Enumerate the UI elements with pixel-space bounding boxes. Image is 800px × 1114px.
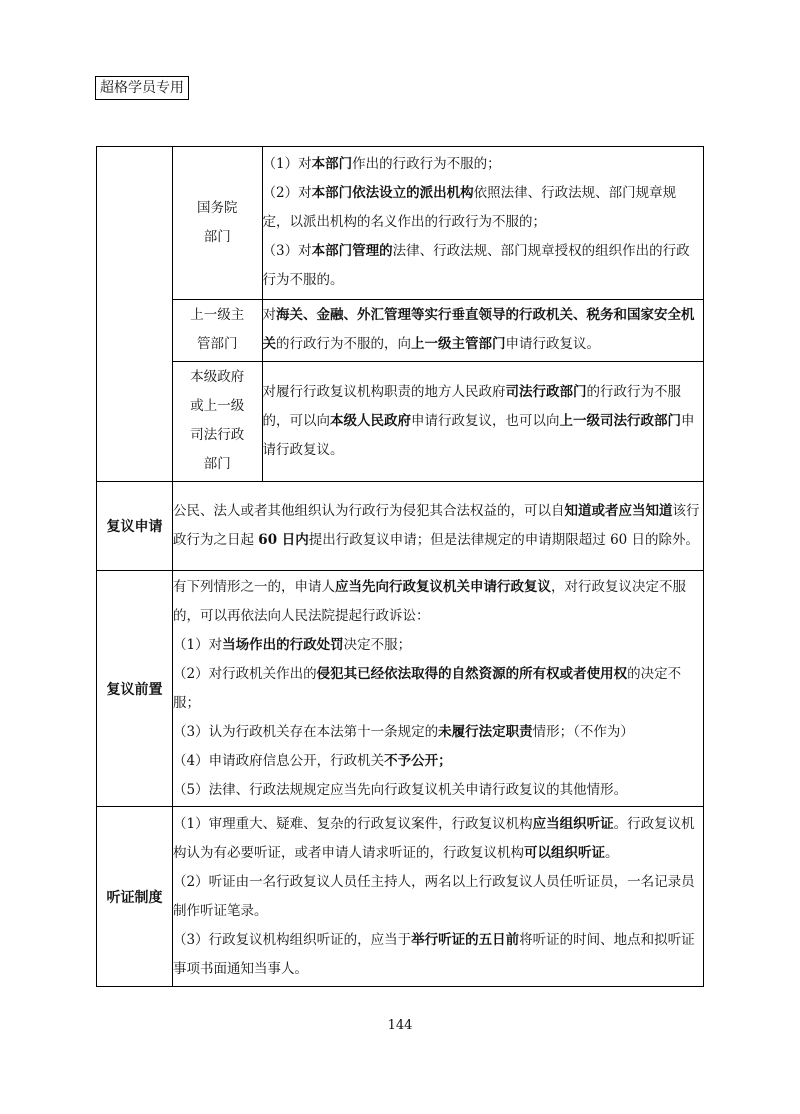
body-text: （1）对 [262,156,312,173]
body-text: （2）对 [262,185,312,202]
subrow-label-text: 国务院部门 [197,199,238,245]
paragraph-line [173,926,703,984]
body-text: 对履行行政复议机构职责的地方人民政府 [262,383,506,400]
body-text: （4）申请政府信息公开，行政机关 [173,752,385,769]
paragraph-line [173,497,703,555]
body-text: 申请行政复议。 [505,336,600,352]
emphasis-text: 应当组织听证 [532,815,614,832]
upper-nested-cell [173,147,704,482]
page-number: 144 [387,1018,413,1033]
paragraph-line [173,573,703,631]
subrow-label [173,147,262,299]
body-text: 的行政行为不服的，可以向 [262,383,681,429]
subrow-content [262,147,703,299]
paragraph-line [173,747,703,776]
body-text: 决定不服； [343,636,412,653]
subrow-content [262,361,703,481]
emphasis-text: 上一级司法行政部门 [559,412,681,429]
section-content [173,571,704,807]
emphasis-text: 应当先向行政复议机关申请行政复议 [335,578,551,595]
body-text: 提出行政复议申请；但是法律规定的申请期限超过 60 日的除外。 [308,532,700,548]
emphasis-text: 60 日内 [258,532,309,548]
paragraph-line [173,718,703,747]
paragraph-line [263,179,704,237]
paragraph-line [173,868,703,926]
paragraph-line [263,301,704,359]
body-text: 作出的行政行为不服的； [352,156,501,173]
emphasis-text: 知道或者应当知道 [564,503,673,519]
emphasis-text: 当场作出的行政处罚 [222,636,344,653]
table-row [173,361,703,481]
paragraph-line [173,631,703,660]
emphasis-text: 侵犯其已经依法取得的自然资源的所有权或者使用权 [316,665,628,682]
section-label: 复议前置 [97,571,173,807]
body-text: （1）审理重大、疑难、复杂的行政复议案件，行政复议机构 [173,815,533,832]
section-label: 复议申请 [97,482,173,571]
table-row [173,299,703,361]
subrow-label-text: 本级政府或上一级司法行政部门 [190,369,245,473]
section-label: 听证制度 [97,807,173,987]
body-text: 将听证的时间、地点和拟听证事项书面通知当事人。 [173,931,695,977]
header-label-box [95,76,189,100]
body-text: （3）行政复议机构组织听证的，应当于 [173,931,412,948]
paragraph-line [263,150,704,179]
emphasis-text: 举行听证的五日前 [411,931,520,948]
body-text: （3）对 [262,243,312,260]
emphasis-text: 本级人民政府 [330,412,411,429]
emphasis-text: 未履行法定职责 [438,723,533,740]
body-text: 依照法律、行政法规、部门规章规定，以派出机构的名义作出的行政行为不服的； [262,185,677,231]
body-text: 有下列情形之一的，申请人 [173,578,335,595]
header-label: 超格学员专用 [100,80,184,96]
body-text: （2）听证由一名行政复议人员任主持人，两名以上行政复议人员任听证员，一名记录员制作听证笔录。 [173,873,695,919]
table-row [173,147,703,299]
table-row [97,807,704,987]
section-content [173,482,704,571]
subrow-label [173,299,262,361]
subrow-label [173,361,262,481]
review-table [96,146,704,987]
body-text: 该行政行为之日起 [173,503,700,548]
emphasis-text: 可以组织听证 [524,844,605,861]
emphasis-text: 不予公开； [384,752,452,769]
emphasis-text: 上一级主管部门 [411,336,506,352]
emphasis-text: 海关、金融、外汇管理等实行垂直领导的行政机关、税务和国家安全机关 [262,307,695,352]
body-text: 。行政复议机构认为有必要听证，或者申请人请求听证的，行政复议机构 [173,815,695,861]
body-text: 法律、行政法规、部门规章授权的组织作出的行政行为不服的。 [262,243,690,289]
subrow-content [262,299,703,361]
body-text: 公民、法人或者其他组织认为行政行为侵犯其合法权益的，可以自 [173,503,565,519]
emphasis-text: 本部门依法设立的派出机构 [311,185,474,202]
emphasis-text: 本部门管理的 [311,243,393,260]
body-text: 对 [262,307,276,323]
body-text: 的行政行为不服的，向 [276,336,411,352]
body-text: 申请行政复议。 [262,412,695,458]
body-text: 申请行政复议，也可以向 [411,412,560,429]
body-text: （2）对行政机关作出的 [173,665,317,682]
body-text: 的决定不服； [173,665,682,711]
section-content [173,807,704,987]
paragraph-line [173,776,703,805]
paragraph-line [173,660,703,718]
body-text: （1）对 [173,636,223,653]
emphasis-text: 司法行政部门 [505,383,587,400]
table-row [97,482,704,571]
subrow-label-text: 上一级主管部门 [190,307,245,352]
body-text: （5）法律、行政法规规定应当先向行政复议机关申请行政复议的其他情形。 [173,781,628,798]
body-text: ，对行政复议决定不服的，可以再依法向人民法院提起行政诉讼： [173,578,686,624]
competent-authority-table [173,147,703,481]
body-text: 情形；（不作为） [532,723,634,740]
table-row [97,571,704,807]
table-row [97,147,704,482]
body-text: （3）认为行政机关存在本法第十一条规定的 [173,723,439,740]
paragraph-line [263,378,704,465]
body-text: 。 [605,844,619,861]
paragraph-line [173,810,703,868]
emphasis-text: 本部门 [311,156,353,173]
paragraph-line [263,237,704,295]
upper-label-cell [97,147,173,482]
